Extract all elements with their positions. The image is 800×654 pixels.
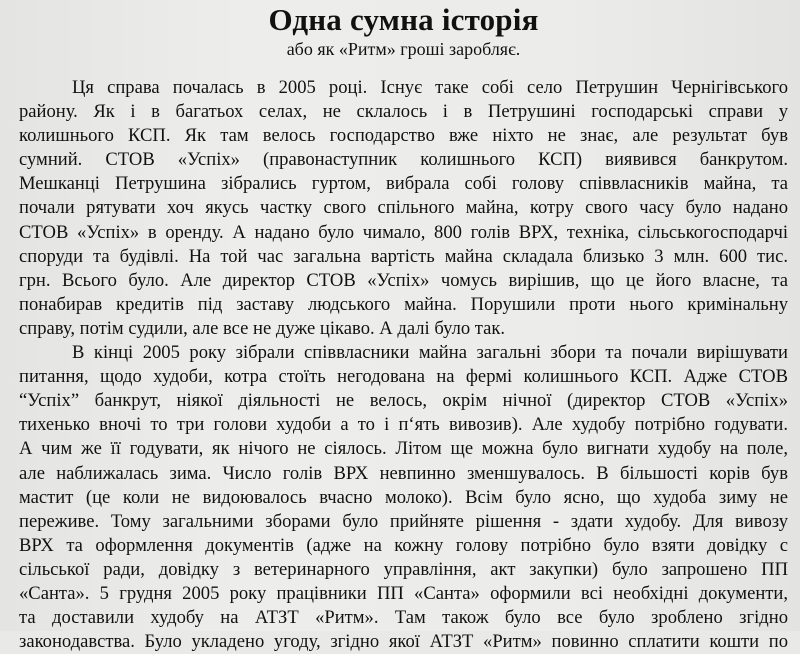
text-line: питання, щодо худоби, котра стоїть негодована на фермі колишнього КСП. Адже СТОВ xyxy=(19,366,788,388)
document-subtitle: або як «Ритм» гроші заробляє. xyxy=(286,39,521,59)
text-line: району. Як і в багатьох селах, не склалось і в Петрушині господарські справи у xyxy=(19,101,788,123)
text-line: понабирав кредитів під заставу людського майна. Порушили проти нього кримінальну xyxy=(19,293,788,315)
document-title: Одна сумна історія xyxy=(268,2,539,37)
text-line: ВРХ та оформлення документів (адже на кожну голову потрібно було взяти довідку с xyxy=(19,534,788,556)
text-line: колишнього КСП. Як там велось господарство вже ніхто не знає, але результат був xyxy=(19,125,788,147)
text-line: сумний. СТОВ «Успіх» (правонаступник колишнього КСП) виявився банкрутом. xyxy=(19,149,788,171)
text-line: СТОВ «Успіх» в оренду. А надано було чимало, 800 голів ВРХ, техніка, сільськогосподарчі xyxy=(19,221,788,243)
text-line: грн. Всього було. Але директор СТОВ «Успіх» чомусь вирішив, що це його власне, та xyxy=(19,269,788,291)
text-line: мастит (це коли не видоювалось вчасно молоко). Всім було ясно, що худоба зиму не xyxy=(19,486,788,508)
text-line: споруди та будівлі. На той час загальна вартість майна складала близько 3 млн. 600 тис. xyxy=(19,245,788,267)
text-line: «Санта». 5 грудня 2005 року працівники ПП «Санта» оформили всі необхідні документи, xyxy=(19,582,788,604)
text-line: тихенько вночі то три голови худоби а то і п‘ять вивозив). Але худобу потрібно годувати. xyxy=(19,414,788,436)
text-line: законодавства. Було укладено угоду, згідно якої АТЗТ «Ритм» повинно сплатити кошти по xyxy=(19,631,788,653)
paragraph-2 xyxy=(19,341,788,654)
text-line: та доставили худобу на АТЗТ «Ритм». Там також було все було зроблено згідно xyxy=(19,607,788,629)
text-line: В кінці 2005 року зібрали співвласники майна загальні збори та почали вирішувати xyxy=(72,342,788,364)
text-line: А чим же її годувати, як нічого не сіялось. Літом ще можна було вигнати худобу на поле, xyxy=(19,438,788,460)
text-line: сільської ради, довідку з ветеринарного управління, акт закупки) було запрошено ПП xyxy=(19,558,788,580)
text-line: справу, потім судили, але все не дуже цікаво. А далі було так. xyxy=(19,317,506,339)
text-line: “Успіх” банкрут, ніякої діяльності не велось, окрім нічної (директор СТОВ «Успіх» xyxy=(19,390,788,412)
paragraph-1 xyxy=(19,76,788,341)
text-line: почали рятувати хоч якусь частку свого спільного майна, котру свого часу було надано xyxy=(19,197,788,219)
text-line: Ця справа почалась в 2005 році. Існує таке собі село Петрушин Чернігівського xyxy=(72,77,788,98)
text-line: але наближалась зима. Число голів ВРХ невпинно зменшувалось. В більшості корів був xyxy=(19,462,788,484)
text-line: переживе. Тому загальними зборами було прийняте рішення - здати худобу. Для вивозу xyxy=(19,510,788,532)
text-line: Мешканці Петрушина зібрались гуртом, вибрала собі голову співвласників майна, та xyxy=(19,173,788,195)
